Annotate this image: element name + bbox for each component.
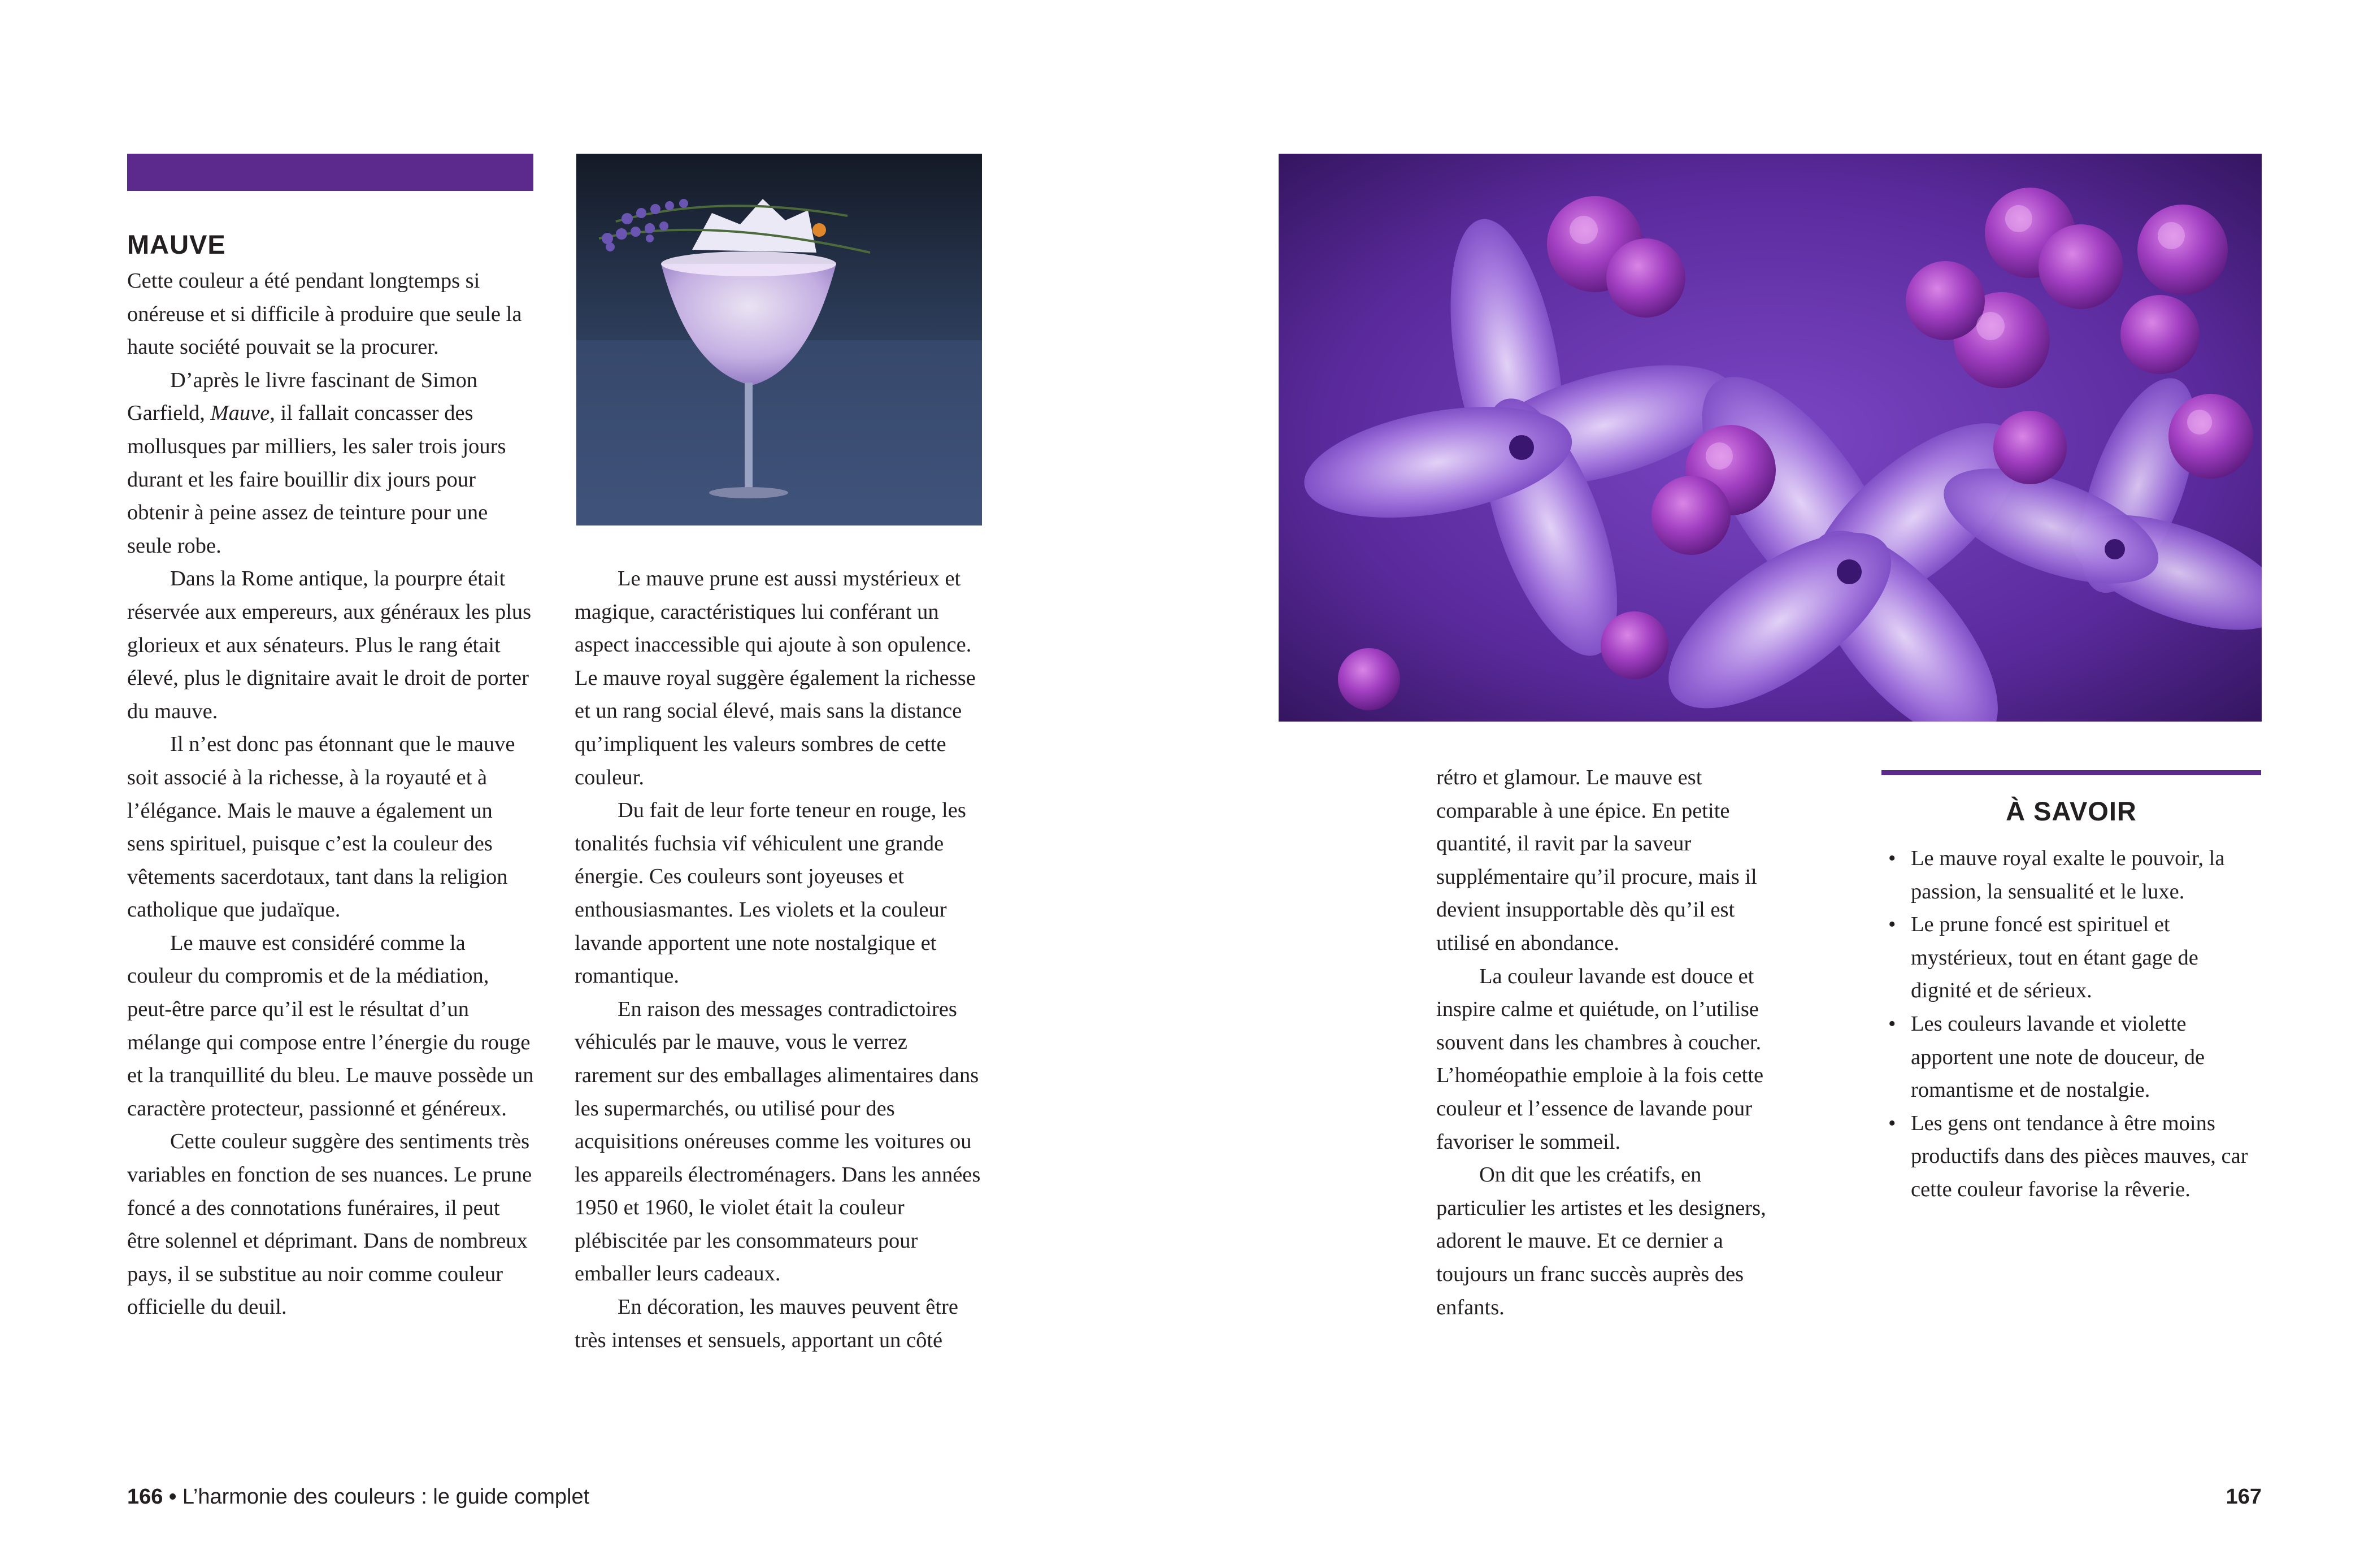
paragraph: En raison des messages contradictoires véhiculés par le mauve, vous le verrez rarement sur des emballages alimentaires dans les supermarchés, ou utilisé pour des acquisitions onéreuses comme les voitures ou les appareils électroménagers. Dans les années 1950 et 1960, le violet était la couleur plébiscitée par les consommateurs pour emballer leurs cadeaux. xyxy=(575,997,981,1286)
body-column-3 xyxy=(1436,761,1787,1324)
paragraph: Il n’est donc pas étonnant que le mauve soit associé à la richesse, à la royauté et à l’élégance. Mais le mauve a également un sens spirituel, puisque c’est la couleur des vêtements sacerdotaux, tant dans la religion catholique que judaïque. xyxy=(127,732,515,922)
book-title-mauve: Mauve xyxy=(210,401,270,425)
bullet-icon: • xyxy=(1888,1111,1896,1135)
list-item-text: Les couleurs lavande et violette apportent une note de douceur, de romantisme et de nostalgie. xyxy=(1911,1011,2205,1102)
list-item xyxy=(1881,908,2261,1007)
bullet-icon: • xyxy=(1888,1011,1896,1036)
paragraph: Le mauve est considéré comme la couleur du compromis et de la médiation, peut-être parce qu’il est le résultat d’un mélange qui compose entre l’énergie du rouge et la tranquillité du bleu. Le mauve possède un caractère protecteur, passionné et généreux. xyxy=(127,931,534,1120)
page-number: 166 xyxy=(127,1485,163,1509)
paragraph: La couleur lavande est douce et inspire calme et quiétude, on l’utilise souvent dans les chambres à coucher. L’homéopathie emploie à la fois cette couleur et l’essence de lavande pour favoriser le sommeil. xyxy=(1436,964,1764,1154)
lavender-cocktail-photo xyxy=(576,154,982,525)
purple-accent-bar xyxy=(127,154,533,191)
book-title: L’harmonie des couleurs : le guide complet xyxy=(182,1485,590,1509)
bullet-icon: • xyxy=(1888,846,1896,870)
page-number: 167 xyxy=(2226,1485,2262,1509)
bullet-icon: • xyxy=(1888,913,1896,937)
footer-running-head xyxy=(127,1485,589,1509)
list-item-text: Les gens ont tendance à être moins productifs dans des pièces mauves, car cette couleur favorise la rêverie. xyxy=(1911,1111,2248,1201)
left-page xyxy=(0,0,1186,1568)
paragraph: Le mauve prune est aussi mystérieux et magique, caractéristiques lui conférant un aspect inaccessible qui ajoute à son opulence. Le mauve royal suggère également la richesse et un rang social élevé, mais sans la distance qu’impliquent les valeurs sombres de cette couleur. xyxy=(575,567,976,789)
paragraph: Cette couleur suggère des sentiments très variables en fonction de ses nuances. Le prune foncé a des connotations funéraires, il peut être solennel et déprimant. Dans de nombreux pays, il se substitue au noir comme couleur officielle du deuil. xyxy=(127,1130,532,1319)
sidebar-rule xyxy=(1881,770,2261,775)
paragraph: rétro et glamour. Le mauve est comparable à une épice. En petite quantité, il ravit par la saveur supplémentaire qu’il procure, mais il devient insupportable dès qu’il est utilisé en abondance. xyxy=(1436,766,1757,955)
list-item xyxy=(1881,1007,2261,1107)
sidebar-title: À SAVOIR xyxy=(2006,796,2137,826)
list-item-text: Le mauve royal exalte le pouvoir, la passion, la sensualité et le luxe. xyxy=(1911,846,2225,904)
right-page xyxy=(1186,0,2373,1568)
paragraph: On dit que les créatifs, en particulier les artistes et les designers, adorent le mauve. Et ce dernier a toujours un franc succès auprès des enfants. xyxy=(1436,1163,1766,1319)
section-title: MAUVE xyxy=(127,229,226,259)
list-item xyxy=(1881,842,2261,908)
paragraph: Dans la Rome antique, la pourpre était réservée aux empereurs, aux généraux les plus glorieux et aux sénateurs. Plus le rang était élevé, plus le dignitaire avait le droit de porter du mauve. xyxy=(127,567,532,723)
paragraph: Cette couleur a été pendant longtemps si onéreuse et si difficile à produire que seule la haute société pouvait se la procurer. xyxy=(127,269,522,359)
footer-bullet: • xyxy=(168,1485,177,1509)
lilac-flowers-photo xyxy=(1279,154,2262,722)
paragraph: Du fait de leur forte teneur en rouge, les tonalités fuchsia vif véhiculent une grande énergie. Ces couleurs sont joyeuses et enthousiasmantes. Les violets et la couleur lavande apportent une note nostalgique et romantique. xyxy=(575,798,966,988)
sidebar-list xyxy=(1881,842,2261,1206)
paragraph: En décoration, les mauves peuvent être très intenses et sensuels, apportant un côté xyxy=(575,1295,958,1352)
body-column-2 xyxy=(575,562,986,1357)
paragraph: D’après le livre fascinant de Simon Garfield, Mauve, il fallait concasser des mollusques par milliers, les saler trois jours durant et les faire bouillir dix jours pour obtenir à peine assez de teinture pour une seule robe. xyxy=(127,368,506,558)
body-column-1 xyxy=(127,264,534,1324)
list-item xyxy=(1881,1107,2261,1206)
list-item-text: Le prune foncé est spirituel et mystérieux, tout en étant gage de dignité et de sérieux. xyxy=(1911,913,2198,1003)
